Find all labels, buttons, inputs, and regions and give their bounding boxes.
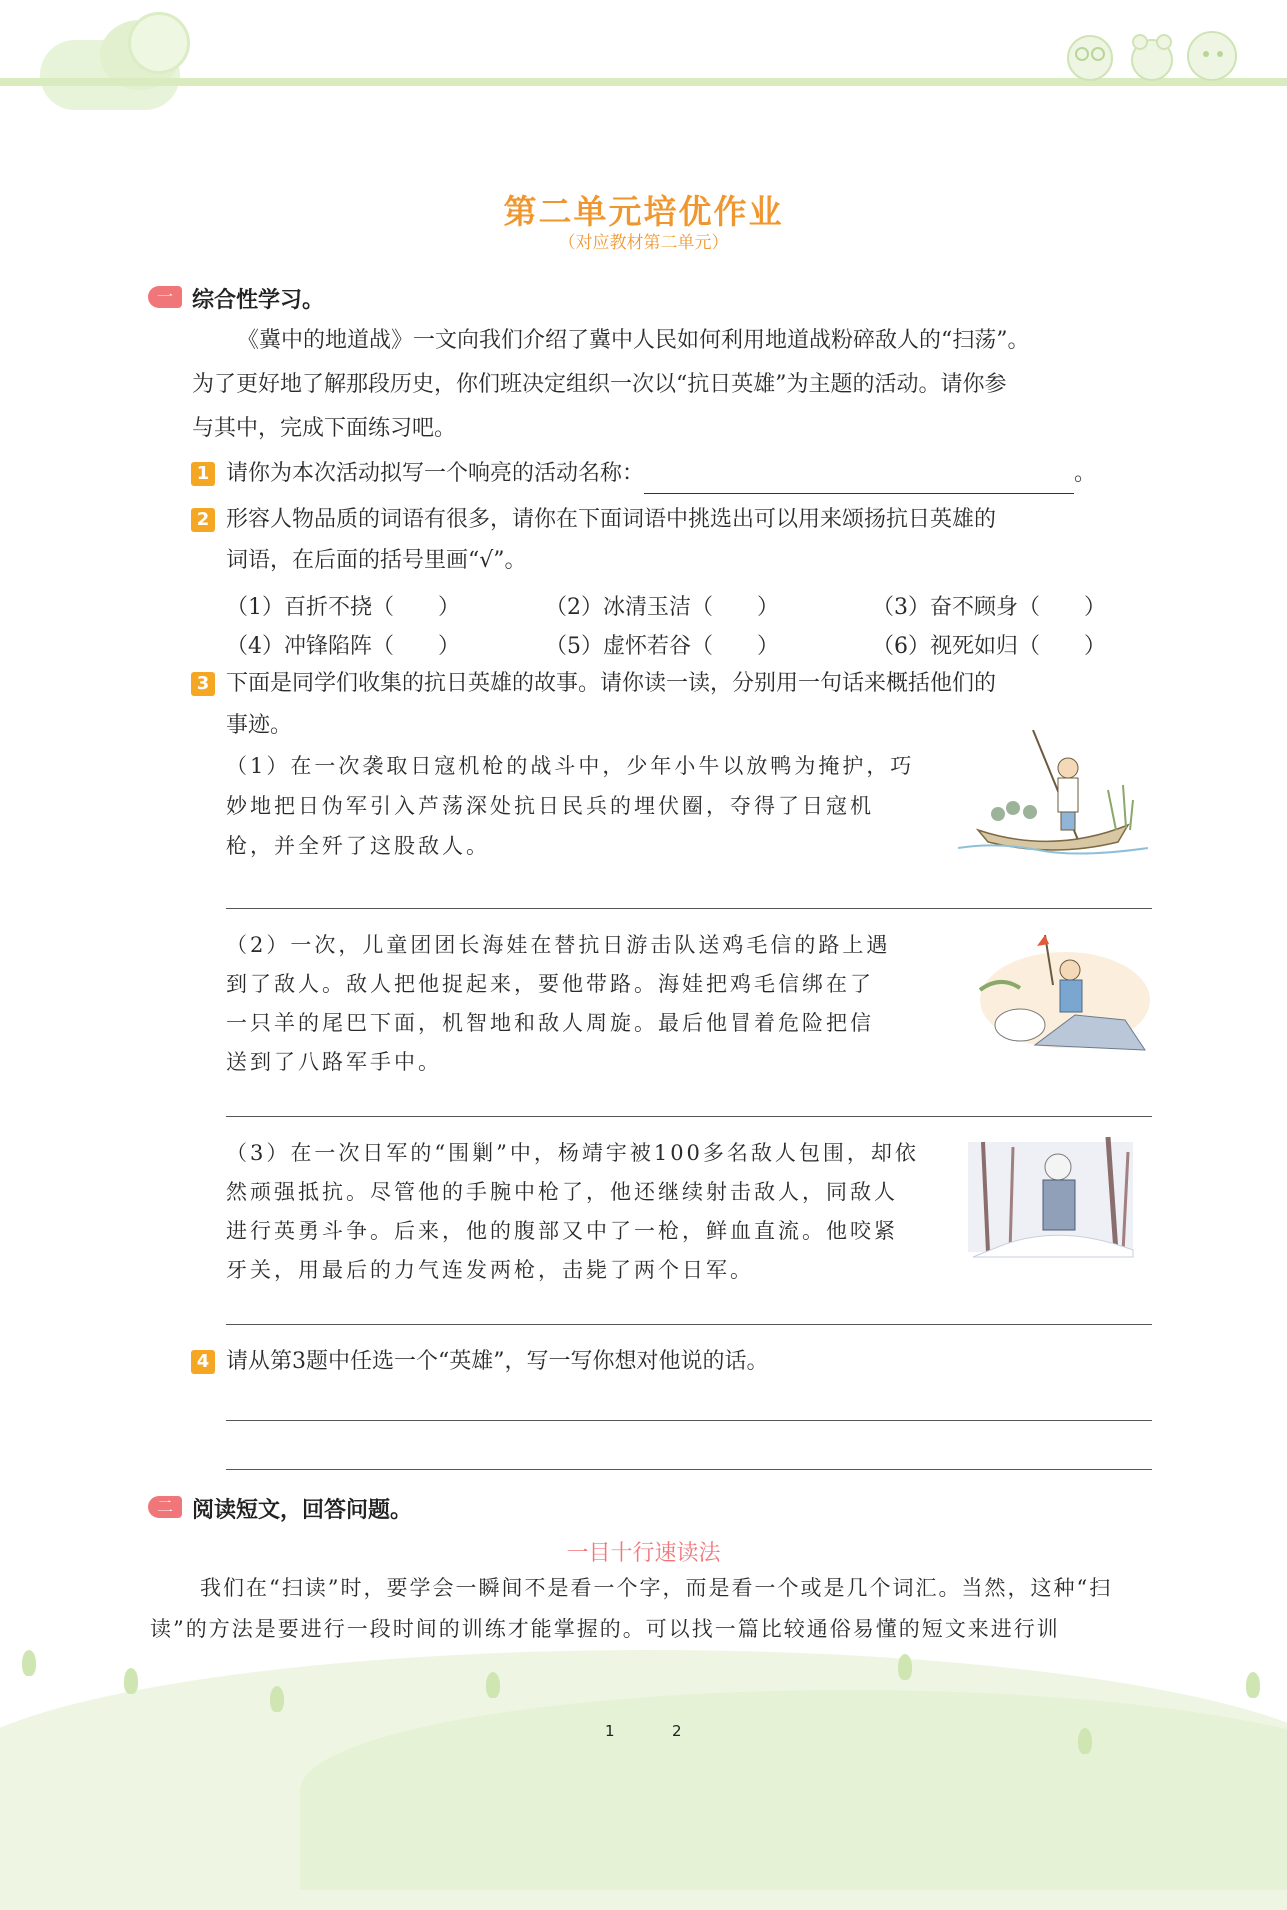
page-number: 1 <box>605 1722 615 1740</box>
page-title: 第二单元培优作业 <box>503 192 784 231</box>
reading-line: 我们在“扫读”时，要学会一瞬间不是看一个字，而是看一个或是几个词汇。当然，这种“扫 <box>200 1576 1113 1600</box>
reading-title: 一目十行速读法 <box>566 1541 721 1566</box>
word-option[interactable]: （4）冲锋陷阵（ ） <box>226 634 460 659</box>
story-line: 进行英勇斗争。后来，他的腹部又中了一枪，鲜血直流。他咬紧 <box>226 1219 898 1243</box>
page-subtitle: （对应教材第二单元） <box>558 233 729 253</box>
boy-with-sheep-illustration <box>975 930 1155 1060</box>
question-1-end: 。 <box>1074 461 1097 486</box>
tree-icon <box>898 1654 912 1680</box>
story-line: 送到了八路军手中。 <box>226 1050 442 1074</box>
story-line: （2）一次，儿童团团长海娃在替抗日游击队送鸡毛信的路上遇 <box>226 933 891 957</box>
question-2-line: 形容人物品质的词语有很多，请你在下面词语中挑选出可以用来颂扬抗日英雄的 <box>226 507 997 532</box>
question-1 <box>226 454 1096 494</box>
page-number: 2 <box>672 1722 682 1740</box>
intro-line: 《冀中的地道战》一文向我们介绍了冀中人民如何利用地道战粉碎敌人的“扫荡”。 <box>237 328 1030 353</box>
question-number-badge: 4 <box>191 1350 215 1374</box>
story-line: 然顽强抵抗。尽管他的手腕中枪了，他还继续射击敌人，同敌人 <box>226 1180 898 1204</box>
story-line: （3）在一次日军的“围剿”中，杨靖宇被100多名敌人包围，却依 <box>226 1141 919 1165</box>
section-title: 综合性学习。 <box>192 288 325 313</box>
story-line: 妙地把日伪军引入芦荡深处抗日民兵的埋伏圈，夺得了日寇机 <box>226 794 874 818</box>
answer-line[interactable] <box>226 1420 1152 1421</box>
question-4-text: 请从第3题中任选一个“英雄”，写一写你想对他说的话。 <box>226 1349 769 1374</box>
section-title: 阅读短文，回答问题。 <box>192 1498 413 1523</box>
boy-on-boat-illustration <box>958 730 1148 860</box>
question-2-line: 词语，在后面的括号里画“√”。 <box>226 548 527 573</box>
word-option[interactable]: （3）奋不顾身（ ） <box>872 595 1106 620</box>
story-line: 到了敌人。敌人把他捉起来，要他带路。海娃把鸡毛信绑在了 <box>226 972 874 996</box>
question-3-line: 事迹。 <box>226 713 293 738</box>
tree-icon <box>486 1672 500 1698</box>
tree-icon <box>1078 1728 1092 1754</box>
tree-icon <box>1246 1672 1260 1698</box>
soldier-in-snow-forest-illustration <box>958 1132 1143 1262</box>
question-number-badge: 2 <box>191 508 215 532</box>
story-line: 牙关，用最后的力气连发两枪，击毙了两个日军。 <box>226 1258 754 1282</box>
answer-line[interactable] <box>226 1116 1152 1117</box>
word-option[interactable]: （6）视死如归（ ） <box>872 634 1106 659</box>
story-line: 枪，并全歼了这股敌人。 <box>226 834 490 858</box>
tree-icon <box>270 1686 284 1712</box>
word-option[interactable]: （5）虚怀若谷（ ） <box>545 634 779 659</box>
answer-line[interactable] <box>226 908 1152 909</box>
tree-icon <box>22 1650 36 1676</box>
word-option[interactable]: （1）百折不挠（ ） <box>226 595 460 620</box>
intro-line: 为了更好地了解那段历史，你们班决定组织一次以“抗日英雄”为主题的活动。请你参 <box>192 372 1007 397</box>
question-number-badge: 3 <box>191 672 215 696</box>
answer-line[interactable] <box>226 1324 1152 1325</box>
reading-line: 读”的方法是要进行一段时间的训练才能掌握的。可以找一篇比较通俗易懂的短文来进行训 <box>150 1617 1060 1641</box>
word-option[interactable]: （2）冰清玉洁（ ） <box>545 595 779 620</box>
question-3-line: 下面是同学们收集的抗日英雄的故事。请你读一读，分别用一句话来概括他们的 <box>226 671 997 696</box>
intro-line: 与其中，完成下面练习吧。 <box>192 416 457 441</box>
story-line: 一只羊的尾巴下面，机智地和敌人周旋。最后他冒着危险把信 <box>226 1011 874 1035</box>
answer-line[interactable] <box>226 1469 1152 1470</box>
cartoon-animals-icon <box>1060 24 1250 84</box>
tree-icon <box>124 1668 138 1694</box>
section-badge: 一 <box>148 286 182 308</box>
sun-icon <box>128 12 190 74</box>
question-number-badge: 1 <box>191 462 215 486</box>
activity-name-answer-blank[interactable] <box>644 471 1074 494</box>
story-line: （1）在一次袭取日寇机枪的战斗中，少年小牛以放鸭为掩护，巧 <box>226 754 915 778</box>
question-1-text: 请你为本次活动拟写一个响亮的活动名称： <box>226 461 645 486</box>
section-badge: 二 <box>148 1496 182 1518</box>
